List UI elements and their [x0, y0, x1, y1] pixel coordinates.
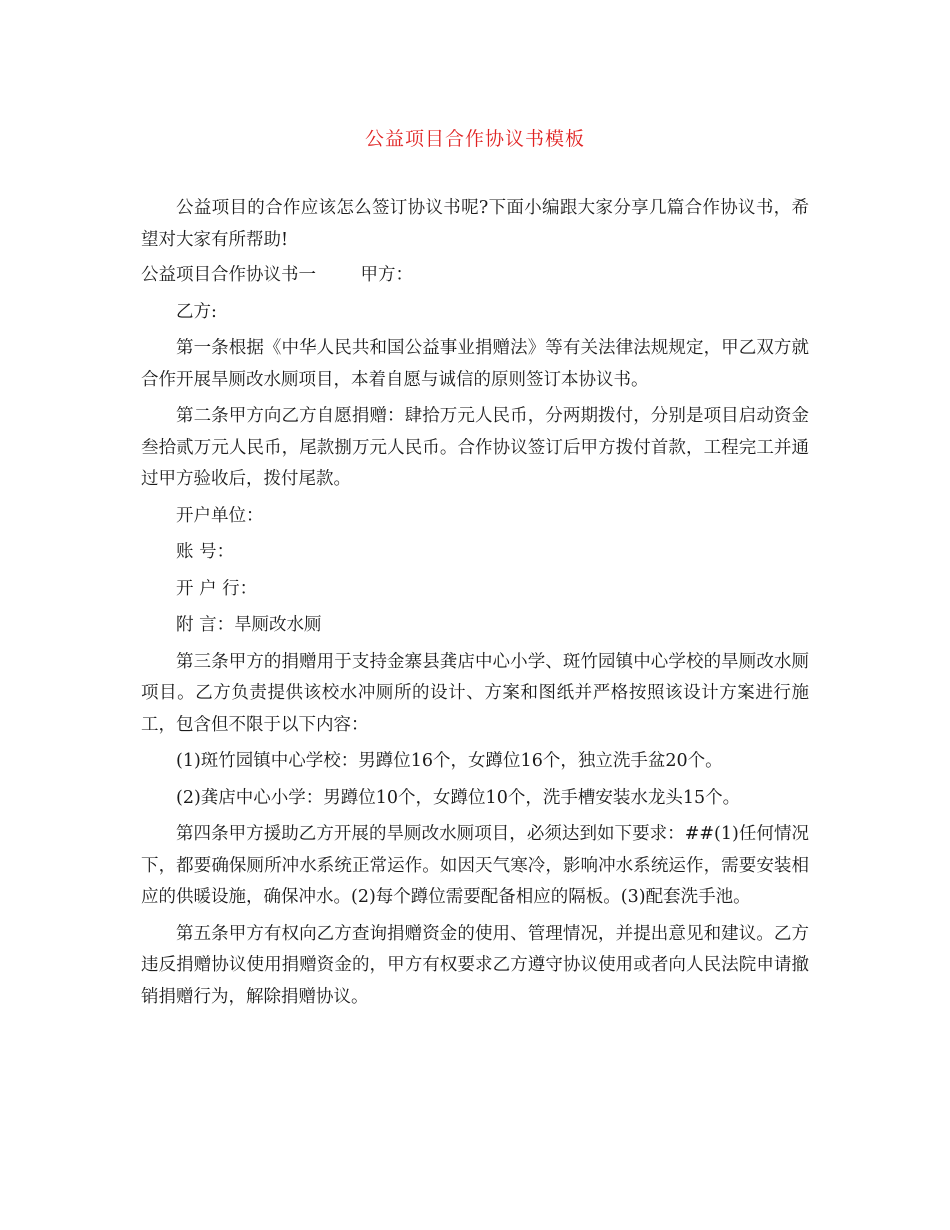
account-number-line: 账 号：	[176, 542, 235, 562]
bank-line: 开 户 行：	[176, 578, 258, 599]
agreement-heading-party-a: 公益项目合作协议书一 甲方：	[141, 265, 414, 285]
account-unit-line: 开户单位：	[176, 505, 264, 526]
document-title: 公益项目合作协议书模板	[364, 128, 585, 150]
remark-line: 附 言：旱厕改水厕	[176, 615, 322, 635]
article-4: 第四条甲方援助乙方开展的旱厕改水厕项目，必须达到如下要求：##(1)任何情况下，都要确保厕所冲水系统正常运作。如因天气寒冷，影响冲水系统运作，需要安装相应的供暖设施，确保冲水。(2)每个蹲位需要配备相应的隔板。(3)配套洗手池。	[141, 824, 809, 907]
article-3-item-1: (1)斑竹园镇中心学校：男蹲位16个，女蹲位16个，独立洗手盆20个。	[176, 751, 723, 771]
article-1: 第一条根据《中华人民共和国公益事业捐赠法》等有关法律法规规定，甲乙双方就合作开展旱厕改水厕项目，本着自愿与诚信的原则签订本协议书。	[141, 338, 809, 390]
party-b-line: 乙方:	[176, 301, 217, 322]
intro-paragraph: 公益项目的合作应该怎么签订协议书呢?下面小编跟大家分享几篇合作协议书，希望对大家有所帮助!	[141, 198, 809, 250]
article-3-item-2: (2)龚店中心小学：男蹲位10个，女蹲位10个，洗手槽安装水龙头15个。	[176, 787, 741, 808]
article-2: 第二条甲方向乙方自愿捐赠：肆拾万元人民币，分两期拨付，分别是项目启动资金叁拾贰万元人民币，尾款捌万元人民币。合作协议签订后甲方拨付首款，工程完工并通过甲方验收后，拨付尾款。	[141, 406, 809, 489]
document-body	[141, 193, 809, 1013]
article-3: 第三条甲方的捐赠用于支持金寨县龚店中心小学、斑竹园镇中心学校的旱厕改水厕项目。乙方负责提供该校水冲厕所的设计、方案和图纸并严格按照该设计方案进行施工，包含但不限于以下内容：	[141, 651, 809, 735]
article-5: 第五条甲方有权向乙方查询捐赠资金的使用、管理情况，并提出意见和建议。乙方违反捐赠协议使用捐赠资金的，甲方有权要求乙方遵守协议使用或者向人民法院申请撤销捐赠行为，解除捐赠协议。	[141, 923, 809, 1007]
